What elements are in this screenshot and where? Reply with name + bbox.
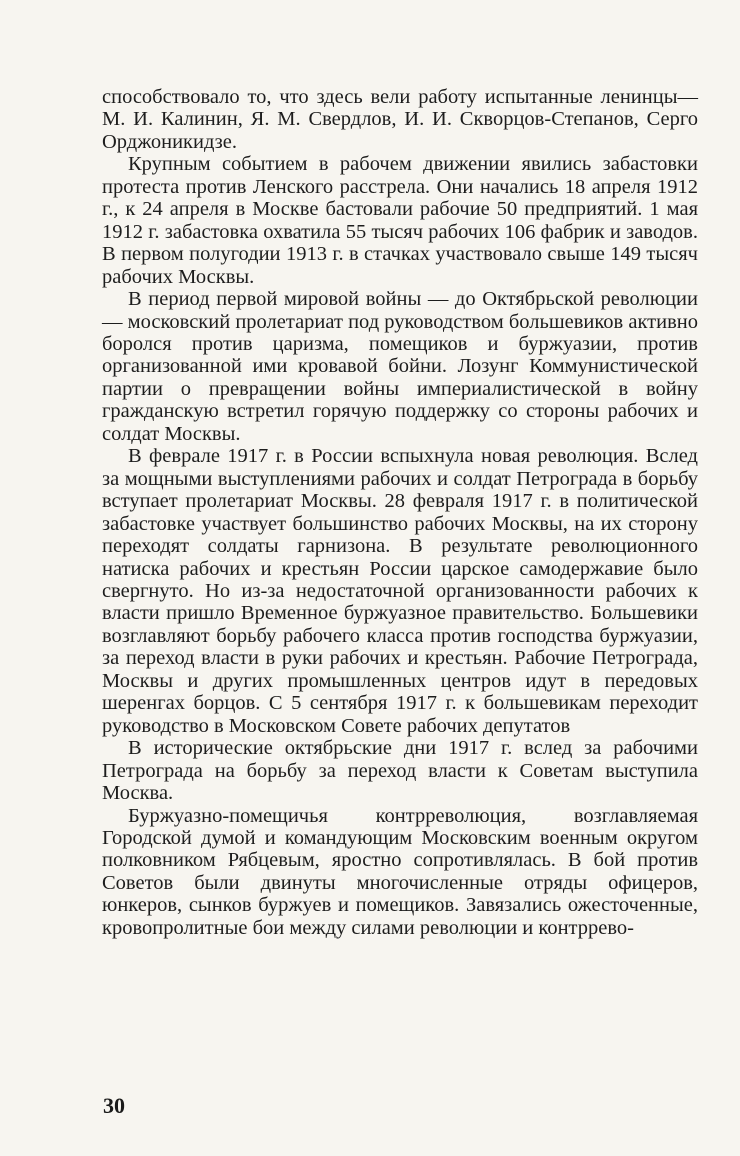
page-number: 30: [103, 1093, 125, 1118]
paragraph-3: В период первой мировой войны — до Октябрьской революции — московский пролетариат под руководством большевиков активно боролся против царизма, помещиков и буржуазии, против организованной ими кровавой бойни. Лозунг Коммунистической партии о превращении войны империалистической в войну гражданскую встретил горячую поддержку со стороны рабочих и солдат Москвы.: [102, 288, 698, 445]
paragraph-2: Крупным событием в рабочем движении явились забастовки протеста против Ленского расстрела. Они начались 18 апреля 1912 г., к 24 апреля в Москве бастовали рабочие 50 предприятий. 1 мая 1912 г. забастовка охватила 55 тысяч рабочих 106 фабрик и заводов. В первом полугодии 1913 г. в стачках участвовало свыше 149 тысяч рабочих Москвы.: [102, 153, 698, 288]
paragraph-6: Буржуазно-помещичья контрреволюция, возглавляемая Городской думой и командующим Московским военным округом полковником Рябцевым, яростно сопротивлялась. В бой против Советов были двинуты многочисленные отряды офицеров, юнкеров, сынков буржуев и помещиков. Завязались ожесточенные, кровопролитные бои между силами революции и контррево-: [102, 804, 698, 939]
paragraph-4: В феврале 1917 г. в России вспыхнула новая революция. Вслед за мощными выступлениями рабочих и солдат Петрограда в борьбу вступает пролетариат Москвы. 28 февраля 1917 г. в политической забастовке участвует большинство рабочих Москвы, на их сторону переходят солдаты гарнизона. В результате революционного натиска рабочих и крестьян России царское самодержавие было свергнуто. Но из-за недостаточной организованности рабочих к власти пришло Временное буржуазное правительство. Большевики возглавляют борьбу рабочего класса против господства буржуазии, за переход власти в руки рабочих и крестьян. Рабочие Петрограда, Москвы и других промышленных центров идут в передовых шеренгах борцов. С 5 сентября 1917 г. к большевикам переходит руководство в Московском Совете рабочих депутатов: [102, 445, 698, 737]
paragraph-5: В исторические октябрьские дни 1917 г. вслед за рабочими Петрограда на борьбу за переход власти к Советам выступила Москва.: [102, 737, 698, 805]
body-text: [102, 86, 698, 939]
paragraph-1: способствовало то, что здесь вели работу испытанные ленинцы—М. И. Калинин, Я. М. Свердлов, И. И. Скворцов-Степанов, Серго Орджоникидзе.: [102, 86, 698, 153]
